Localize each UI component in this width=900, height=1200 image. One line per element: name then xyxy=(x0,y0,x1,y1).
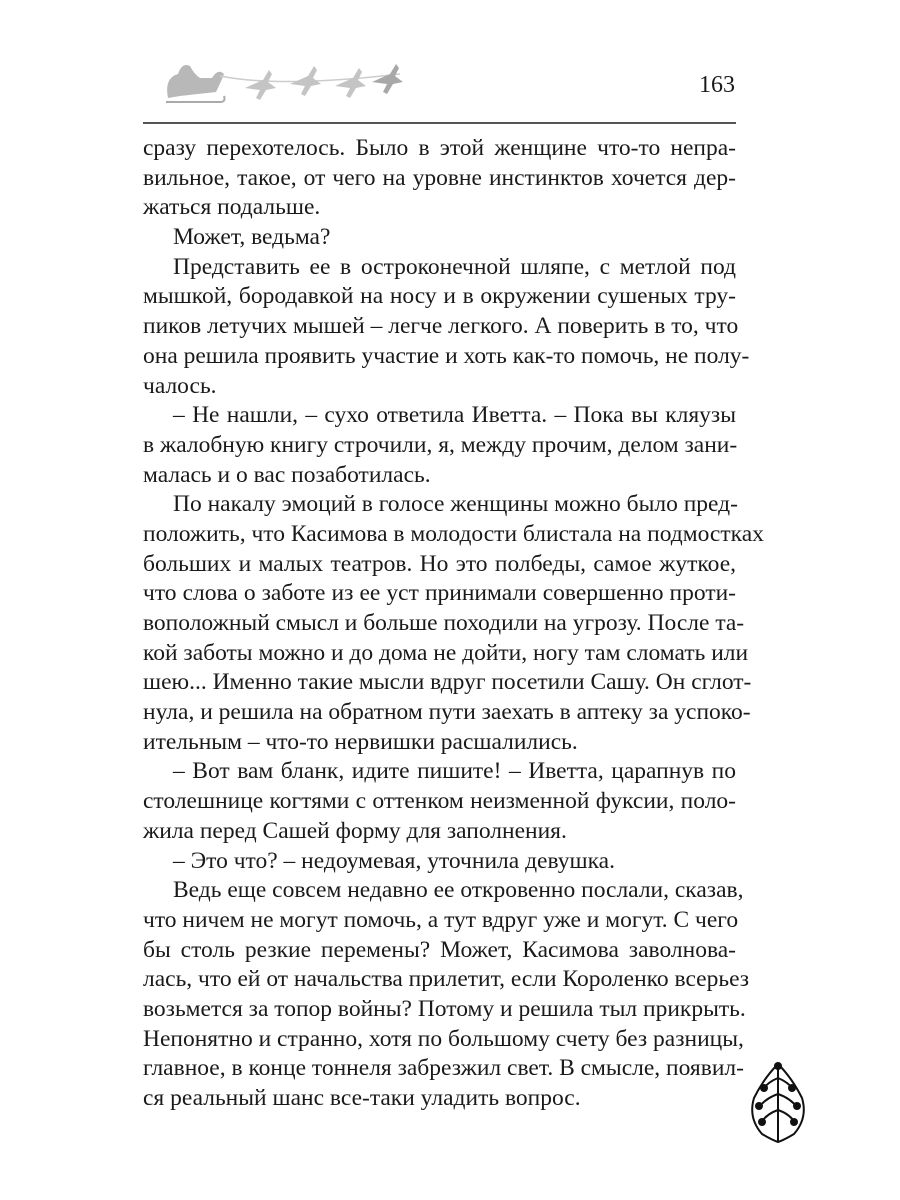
text-line: – Это что? – недоумевая, уточнила девушка. xyxy=(173,847,615,874)
text-line: жила перед Сашей форму для заполнения. xyxy=(143,817,567,844)
text-line: лась, что ей от начальства прилетит, если Короленко всерьез xyxy=(143,966,750,993)
text-line: Представить ее в остроконечной шляпе, с метлой под xyxy=(173,253,736,280)
text-line: что слова о заботе из ее уст принимали совершенно проти- xyxy=(143,580,736,607)
text-line: она решила проявить участие и хоть как-то помочь, не полу- xyxy=(143,342,750,369)
leaf-ornament-icon xyxy=(742,1058,814,1144)
paragraph xyxy=(143,134,736,223)
text-line: жаться подальше. xyxy=(143,194,321,221)
paragraph xyxy=(143,490,764,757)
sleigh-reindeer-illustration xyxy=(160,48,420,112)
paragraph xyxy=(143,876,750,1114)
paragraph xyxy=(143,847,736,877)
paragraph xyxy=(143,757,736,846)
text-line: – Не нашли, – сухо ответила Иветта. – Пока вы кляузы xyxy=(173,402,736,429)
text-line: главное, в конце тоннеля забрезжил свет. В смысле, появил- xyxy=(143,1055,744,1082)
text-line: мышкой, бородавкой на носу и в окружении сушеных тру- xyxy=(143,283,736,310)
text-line: ительным – что-то нервишки расшалились. xyxy=(143,728,578,755)
text-line: Ведь еще совсем недавно ее откровенно послали, сказав, xyxy=(173,877,744,904)
page-number: 163 xyxy=(699,72,735,98)
text-line: возьмется за топор войны? Потому и решила тыл прикрыть. xyxy=(143,995,746,1022)
text-line: кой заботы можно и до дома не дойти, ногу там сломать или xyxy=(143,639,749,666)
paragraph xyxy=(143,401,736,490)
header-rule xyxy=(143,122,736,124)
text-line: что ничем не могут помочь, а тут вдруг уже и могут. С чего xyxy=(143,906,739,933)
text-line: ся реальный шанс все-таки уладить вопрос. xyxy=(143,1085,581,1111)
text-line: больших и малых театров. Но это полбеды, самое жуткое, xyxy=(143,550,736,577)
text-line: малась и о вас позаботилась. xyxy=(143,461,431,488)
text-line: сразу перехотелось. Было в этой женщине что-то непра- xyxy=(143,135,736,161)
text-line: столешнице когтями с оттенком неизменной фуксии, поло- xyxy=(143,788,736,815)
text-line: нула, и решила на обратном пути заехать в аптеку за успоко- xyxy=(143,699,751,726)
text-line: Может, ведьма? xyxy=(173,224,331,251)
text-line: пиков летучих мышей – легче легкого. А поверить в то, что xyxy=(143,313,739,340)
text-line: шею... Именно такие мысли вдруг посетили Сашу. Он сглот- xyxy=(143,669,752,696)
text-line: бы столь резкие перемены? Может, Касимова заволнова- xyxy=(143,936,736,963)
text-line: в жалобную книгу строчили, я, между прочим, делом зани- xyxy=(143,431,738,458)
text-line: чалось. xyxy=(143,372,217,399)
paragraph xyxy=(143,223,736,253)
paragraph xyxy=(143,253,750,401)
text-line: Непонятно и странно, хотя по большому счету без разницы, xyxy=(143,1025,744,1052)
text-line: вильное, такое, от чего на уровне инстинктов хочется дер- xyxy=(143,164,736,191)
text-line: По накалу эмоций в голосе женщины можно было пред- xyxy=(173,491,738,518)
body-text xyxy=(143,134,764,1114)
text-line: – Вот вам бланк, идите пишите! – Иветта, царапнув по xyxy=(173,758,736,785)
text-line: положить, что Касимова в молодости блистала на подмостках xyxy=(143,520,764,547)
text-line: воположный смысл и больше походили на угрозу. После та- xyxy=(143,610,745,636)
